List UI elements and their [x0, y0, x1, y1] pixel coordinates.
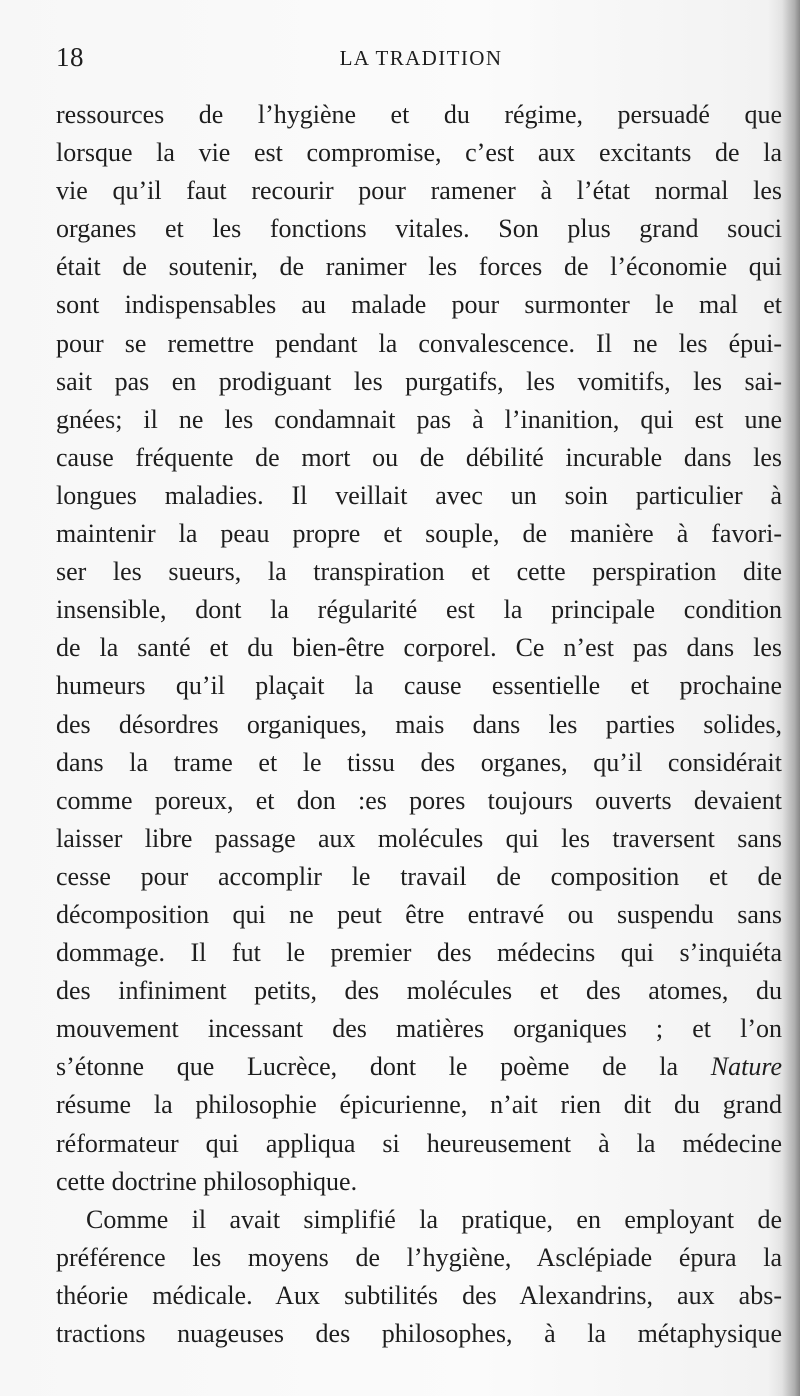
text-line: de la santé et du bien-être corporel. Ce n’est pas dans les [56, 633, 782, 663]
page-header [56, 42, 786, 78]
running-title: LA TRADITION [339, 46, 503, 70]
text-line: organes et les fonctions vitales. Son plus grand souci [56, 214, 782, 244]
text-line: dans la trame et le tissu des organes, qu’il considérait [56, 747, 782, 777]
text-line: des infiniment petits, des molécules et des atomes, du [56, 976, 782, 1006]
text-line: cesse pour accomplir le travail de composition et de [56, 861, 782, 891]
text-line: résume la philosophie épicurienne, n’ait rien dit du grand [56, 1090, 782, 1120]
text-line: sait pas en prodiguant les purgatifs, les vomitifs, les sai- [56, 366, 782, 396]
text-line: décomposition qui ne peut être entravé ou suspendu sans [56, 899, 782, 929]
text-line: était de soutenir, de ranimer les forces de l’économie qui [56, 252, 782, 282]
text-line: tractions nuageuses des philosophes, à la métaphysique [56, 1319, 782, 1348]
text-line: ressources de l’hygiène et du régime, persuadé que [56, 100, 782, 129]
text-line: lorsque la vie est compromise, c’est aux excitants de la [56, 138, 782, 168]
italic-word: Nature [710, 1052, 782, 1082]
page-number: 18 [56, 42, 84, 72]
text-line: insensible, dont la régularité est la principale condition [56, 595, 782, 625]
text-line: gnées; il ne les condamnait pas à l’inanition, qui est une [56, 404, 782, 434]
text-line: mouvement incessant des matières organiques ; et l’on [56, 1014, 782, 1044]
text-line: ser les sueurs, la transpiration et cette perspiration dite [56, 557, 782, 587]
text-line: humeurs qu’il plaçait la cause essentielle et prochaine [56, 671, 782, 701]
text-line: Comme il avait simplifié la pratique, en employant de [86, 1204, 782, 1234]
text-line: vie qu’il faut recourir pour ramener à l’état normal les [56, 176, 782, 206]
text-line: cette doctrine philosophique. [56, 1166, 358, 1196]
text-line: longues maladies. Il veillait avec un soin particulier à [56, 480, 782, 510]
gutter-shadow [782, 0, 800, 1396]
text-line: dommage. Il fut le premier des médecins qui s’inquiéta [56, 938, 782, 968]
text-line: préférence les moyens de l’hygiène, Asclépiade épura la [56, 1242, 782, 1272]
text-line: réformateur qui appliqua si heureusement à la médecine [56, 1128, 782, 1158]
text-line: sont indispensables au malade pour surmonter le mal et [56, 290, 782, 320]
text-line: maintenir la peau propre et souple, de manière à favori- [56, 519, 782, 549]
text-line: des désordres organiques, mais dans les parties solides, [56, 709, 782, 739]
text-line: théorie médicale. Aux subtilités des Alexandrins, aux abs- [56, 1280, 782, 1310]
text-segment: s’étonne que Lucrèce, dont le poème de la [56, 1052, 679, 1082]
text-line: comme poreux, et don :es pores toujours ouverts devaient [56, 785, 782, 815]
text-line: pour se remettre pendant la convalescence. Il ne les épui- [56, 328, 782, 358]
body-text [56, 96, 782, 1353]
text-line: cause fréquente de mort ou de débilité incurable dans les [56, 442, 782, 472]
text-line: laisser libre passage aux molécules qui les traversent sans [56, 823, 782, 853]
text-line-with-italic [56, 1048, 782, 1086]
